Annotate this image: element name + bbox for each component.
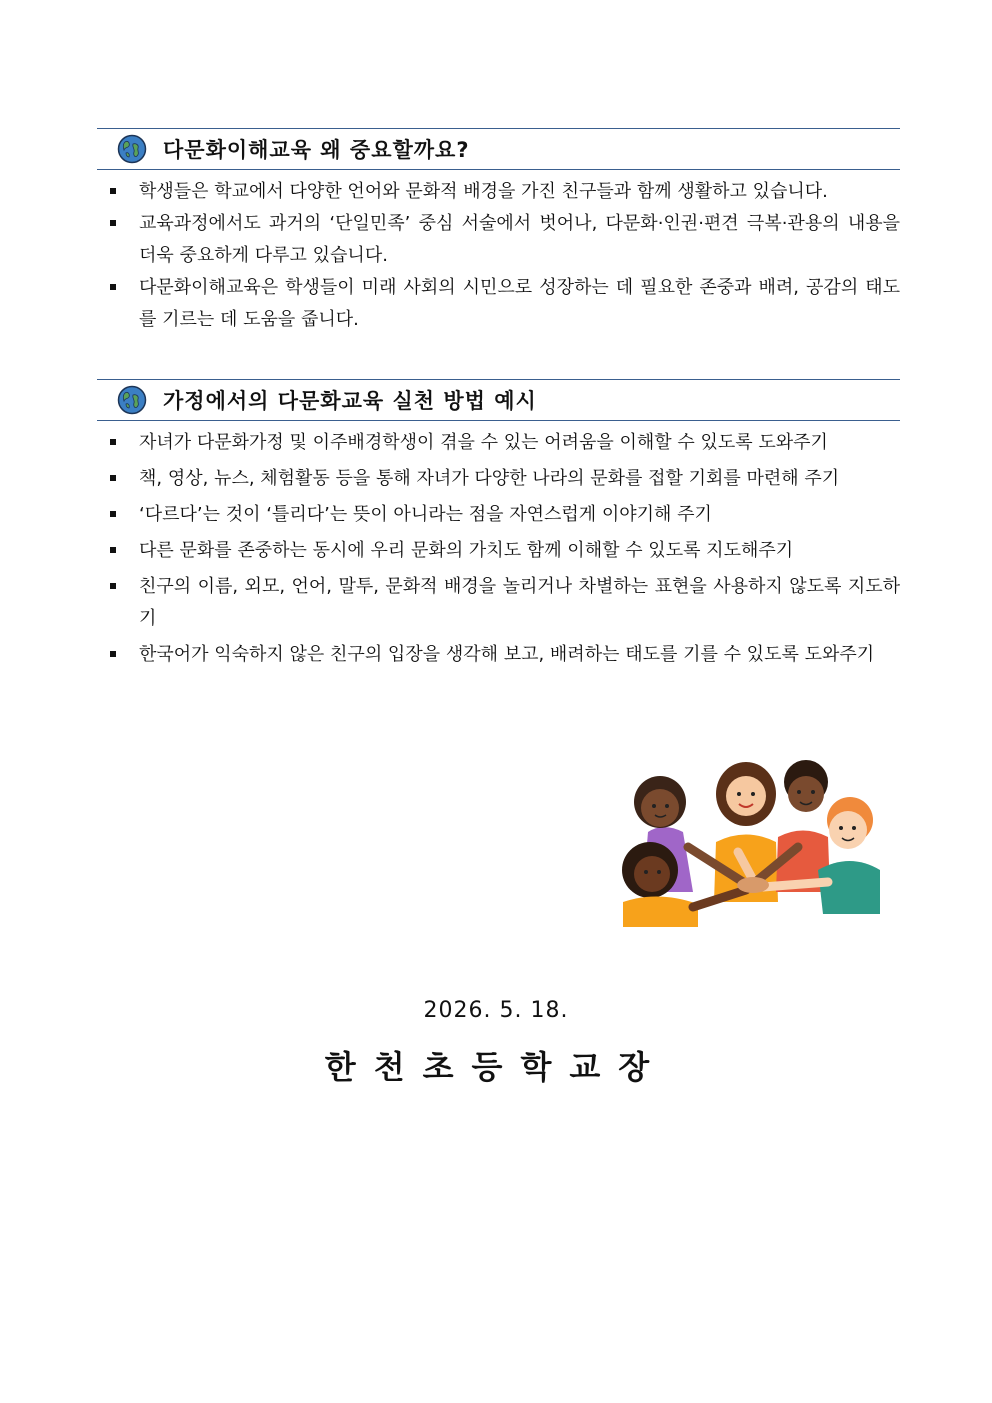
bullet-list (97, 176, 900, 336)
list-item: ‘다르다’는 것이 ‘틀리다’는 뜻이 아니라는 점을 자연스럽게 이야기해 주기 (97, 499, 900, 531)
list-item: 다른 문화를 존중하는 동시에 우리 문화의 가치도 함께 이해할 수 있도록 지도해주기 (97, 535, 900, 567)
list-item: 교육과정에서도 과거의 ‘단일민족’ 중심 서술에서 벗어나, 다문화·인권·편견 극복·관용의 내용을 더욱 중요하게 다루고 있습니다. (97, 208, 900, 272)
globe-icon (117, 385, 147, 415)
section-header (97, 379, 900, 421)
children-hands-together-illustration (618, 752, 886, 930)
date: 2026. 5. 18. (423, 998, 569, 1023)
section-header (97, 128, 900, 170)
list-item: 친구의 이름, 외모, 언어, 말투, 문화적 배경을 놀리거나 차별하는 표현을 사용하지 않도록 지도하기 (97, 571, 900, 635)
globe-icon (117, 134, 147, 164)
school-principal-signature: 한천초등학교장 (324, 1048, 668, 1086)
list-item: 책, 영상, 뉴스, 체험활동 등을 통해 자녀가 다양한 나라의 문화를 접할 기회를 마련해 주기 (97, 463, 900, 495)
list-item: 자녀가 다문화가정 및 이주배경학생이 겪을 수 있는 어려움을 이해할 수 있도록 도와주기 (97, 427, 900, 459)
section-title: 다문화이해교육 왜 중요할까요? (163, 138, 470, 162)
list-item: 다문화이해교육은 학생들이 미래 사회의 시민으로 성장하는 데 필요한 존중과 배려, 공감의 태도를 기르는 데 도움을 줍니다. (97, 272, 900, 336)
list-item: 학생들은 학교에서 다양한 언어와 문화적 배경을 가진 친구들과 함께 생활하고 있습니다. (97, 176, 900, 208)
section-title: 가정에서의 다문화교육 실천 방법 예시 (163, 389, 537, 413)
bullet-list (97, 427, 900, 671)
list-item: 한국어가 익숙하지 않은 친구의 입장을 생각해 보고, 배려하는 태도를 기를 수 있도록 도와주기 (97, 639, 900, 671)
section-importance (97, 128, 900, 336)
section-home-practice (97, 379, 900, 675)
